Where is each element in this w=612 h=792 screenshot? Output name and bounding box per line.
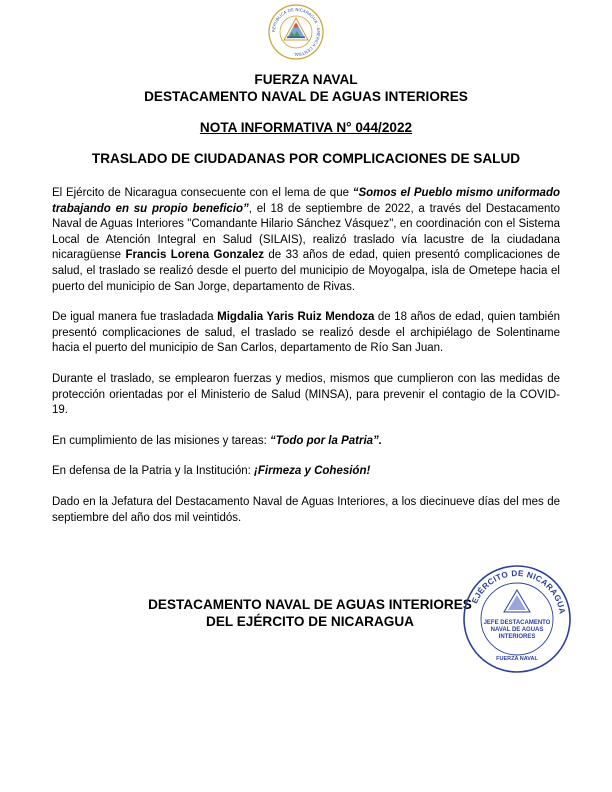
note-number: NOTA INFORMATIVA N° 044/2022 <box>199 120 413 135</box>
p2-text-b: de 18 años de edad, quien también presentó complicaciones de salud, el traslado se realizó desde el archipiélago de Solentiname hacia el puerto del municipio de San Carlos, departamento de Río San Juan. <box>52 311 560 355</box>
paragraph-5 <box>52 464 560 480</box>
signature-line-2: DEL EJÉRCITO DE NICARAGUA <box>206 614 414 629</box>
stamp-line-1: JEFE DESTACAMENTO <box>483 620 551 626</box>
p1-text-a: El Ejército de Nicaragua consecuente con el lema de que <box>52 187 353 199</box>
official-stamp <box>462 564 572 674</box>
p1-text-b: , el 18 de septiembre de 2022, a través del Destacamento Naval de Aguas Interiores "Comandante Hilario Sánchez Vásquez", en coordinación con el Sistema Local de Atención Integral en Salud (SILAIS), realizó traslado vía lacustre de la ciudadana nicaragüense <box>52 202 560 262</box>
p5-text-a: En defensa de la Patria y la Institución: <box>52 465 255 478</box>
paragraph-3: Durante el traslado, se emplearon fuerzas y medios, mismos que cumplieron con las medidas de protección orientadas por el Ministerio de Salud (MINSA), para prevenir el contagio de la COVID-19. <box>52 372 560 417</box>
signature-line-1: DESTACAMENTO NAVAL DE AGUAS INTERIORES <box>148 597 472 612</box>
p2-text-a: De igual manera fue trasladada <box>52 311 218 324</box>
p1-text-c: de 33 años de edad, quien presentó complicaciones de salud, el traslado se realizó desde el puerto del municipio de Moyogalpa, isla de Ometepe hacia el puerto del municipio de San Jorge, departamento de Rivas. <box>52 249 560 293</box>
p4-motto: “Todo por la Patria”. <box>269 434 382 447</box>
organization-heading <box>0 71 612 105</box>
stamp-ring-text: EJÉRCITO DE NICARAGUA <box>470 568 567 616</box>
p2-name: Migdalia Yaris Ruiz Mendoza <box>217 311 375 324</box>
p1-motto: “Somos el Pueblo mismo uniformado trabajando en su propio beneficio” <box>52 187 560 215</box>
stamp-bottom-text: FUERZA NAVAL <box>496 656 538 662</box>
paragraph-6: Dado en la Jefatura del Destacamento Naval de Aguas Interiores, a los diecinueve días del mes de septiembre del año dos mil veintidós. <box>52 495 560 524</box>
paragraph-1 <box>52 186 560 295</box>
stamp-line-3: INTERIORES <box>498 634 536 640</box>
p1-name: Francis Lorena Gonzalez <box>125 249 264 262</box>
p4-text-a: En cumplimiento de las misiones y tareas: <box>52 434 270 447</box>
coat-of-arms-seal <box>268 4 324 60</box>
paragraph-2 <box>52 310 560 357</box>
heading-line-2: DESTACAMENTO NAVAL DE AGUAS INTERIORES <box>144 89 468 104</box>
paragraph-4 <box>52 434 560 450</box>
signature-block <box>120 596 500 630</box>
seal-ring-text: REPÚBLICA DE NICARAGUA · AMÉRICA CENTRAL <box>270 6 322 58</box>
heading-line-1: FUERZA NAVAL <box>254 72 358 87</box>
document-body <box>52 186 560 526</box>
p5-motto: ¡Firmeza y Cohesión! <box>254 465 371 478</box>
stamp-line-2: NAVAL DE AGUAS <box>490 627 544 633</box>
subject-title: TRASLADO DE CIUDADANAS POR COMPLICACIONES DE SALUD <box>91 151 521 166</box>
